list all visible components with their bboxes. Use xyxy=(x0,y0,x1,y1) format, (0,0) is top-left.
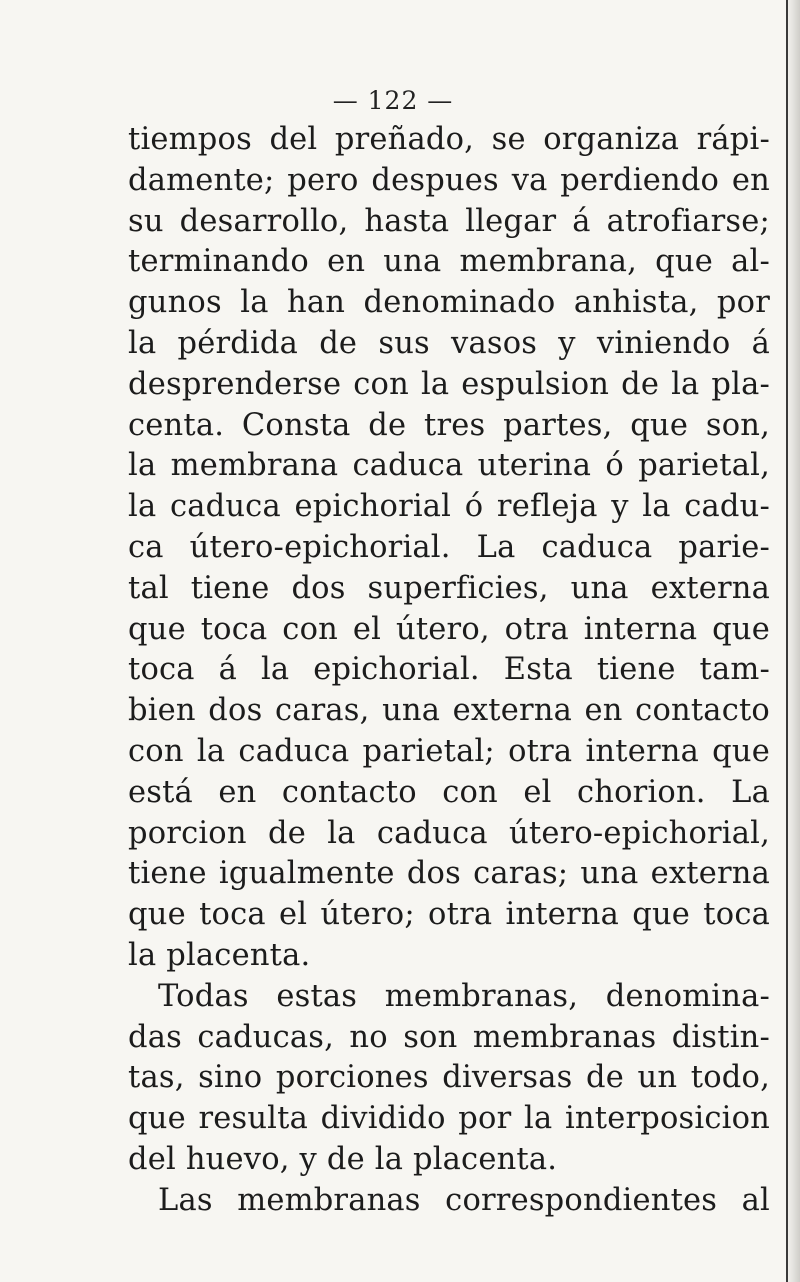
text-line: que toca con el útero, otra interna que xyxy=(128,611,770,647)
text-line: tas, sino porciones diversas de un todo, xyxy=(128,1060,770,1096)
paragraph-start-line: Todas estas membranas, denomina- xyxy=(158,978,770,1014)
text-line: damente; pero despues va perdiendo en xyxy=(128,162,770,198)
text-line: la membrana caduca uterina ó parietal, xyxy=(128,448,770,484)
text-line: su desarrollo, hasta llegar á atrofiarse; xyxy=(128,203,770,239)
text-line: la caduca epichorial ó refleja y la cadu- xyxy=(128,489,770,525)
text-line: desprenderse con la espulsion de la pla- xyxy=(128,366,770,402)
text-line: está en contacto con el chorion. La xyxy=(128,774,770,810)
page-number: — 122 — xyxy=(332,86,454,115)
text-line: bien dos caras, una externa en contacto xyxy=(128,693,770,729)
text-line: ca útero-epichorial. La caduca parie- xyxy=(128,529,770,565)
text-line: das caducas, no son membranas distin- xyxy=(128,1019,770,1055)
page-edge xyxy=(786,0,800,1282)
paragraph-end-line: del huevo, y de la placenta. xyxy=(128,1141,558,1177)
text-line: que toca el útero; otra interna que toca xyxy=(128,897,770,933)
text-line: la pérdida de sus vasos y viniendo á xyxy=(128,325,770,361)
text-line: terminando en una membrana, que al- xyxy=(128,244,770,280)
text-line: con la caduca parietal; otra interna que xyxy=(128,733,770,769)
text-line: toca á la epichorial. Esta tiene tam- xyxy=(128,652,770,688)
text-line: porcion de la caduca útero-epichorial, xyxy=(128,815,770,851)
text-line: gunos la han denominado anhista, por xyxy=(128,285,770,321)
paragraph-end-line: la placenta. xyxy=(128,937,311,973)
body-text xyxy=(128,120,770,1222)
text-line: centa. Consta de tres partes, que son, xyxy=(128,407,770,443)
text-line: tiempos del preñado, se organiza rápi- xyxy=(128,122,770,157)
paragraph-start-line: Las membranas correspondientes al xyxy=(158,1182,770,1218)
text-line: tal tiene dos superficies, una externa xyxy=(128,570,770,606)
text-line: que resulta dividido por la interposicion xyxy=(128,1101,770,1137)
text-line: tiene igualmente dos caras; una externa xyxy=(128,856,770,892)
